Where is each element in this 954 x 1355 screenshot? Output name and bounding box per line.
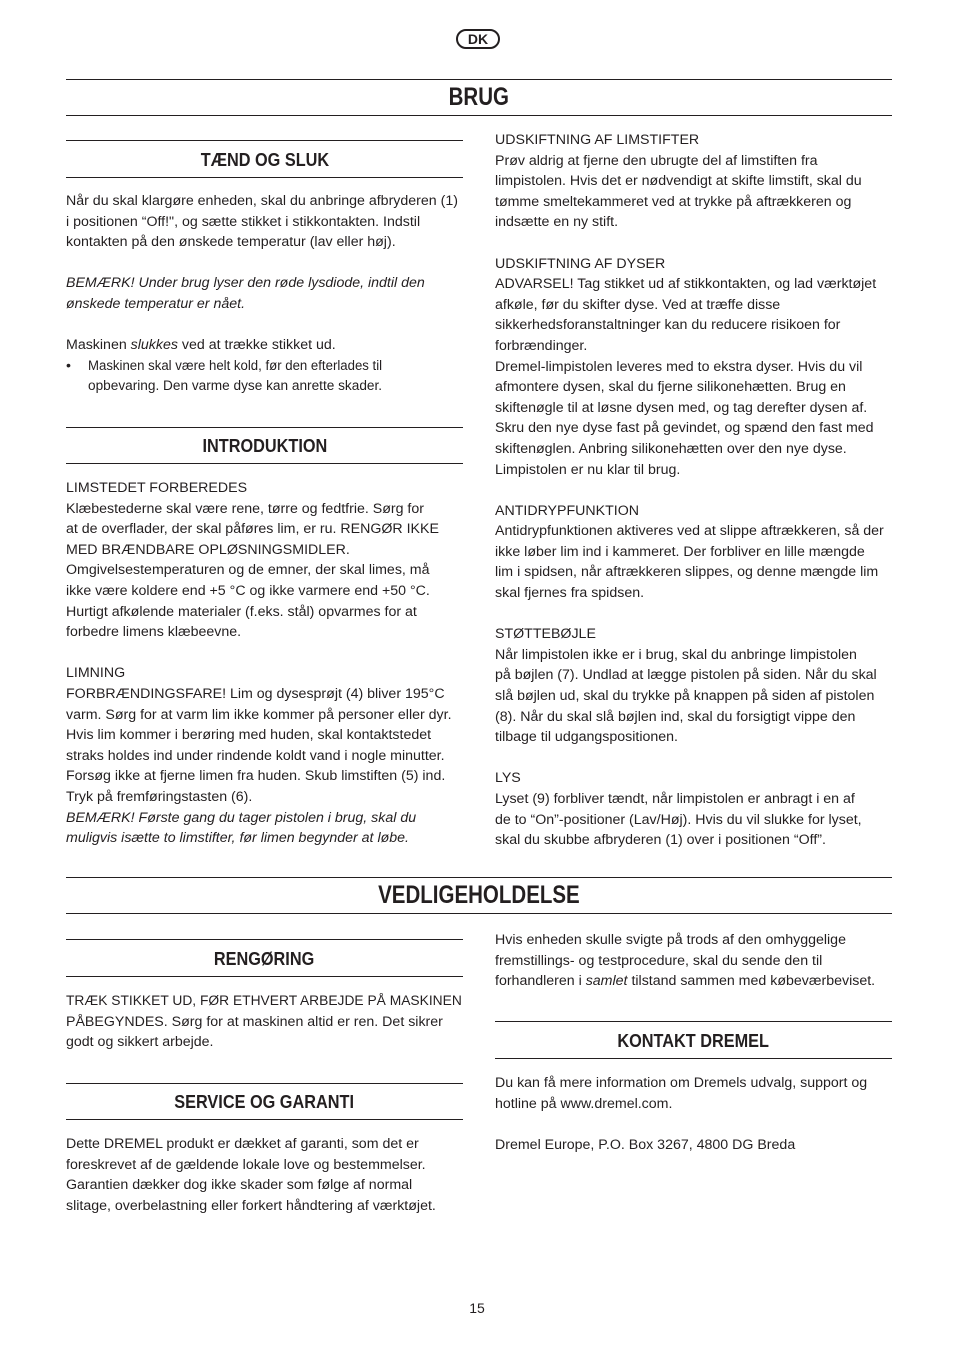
text-line: straks holdes ind under rindende koldt vand i nogle minutter. xyxy=(66,747,445,764)
text-line: hotline på www.dremel.com. xyxy=(495,1095,673,1112)
text-line: forhandleren i samlet tilstand sammen med købeværbeviset. xyxy=(495,973,876,990)
heading-taend-og-sluk: TÆND OG SLUK xyxy=(66,140,463,178)
subheading: STØTTEBØJLE xyxy=(495,626,596,643)
heading-introduktion: INTRODUKTION xyxy=(66,427,463,464)
brug-right-column xyxy=(495,130,895,851)
text-line: tømme smeltekammeret ved at trykke på aftrækkeren og xyxy=(495,193,852,210)
text-line: Når limpistolen ikke er i brug, skal du anbringe limpistolen xyxy=(495,646,857,663)
text-line: lim i spidsen, når aftrækkeren slippes, og denne mængde lim xyxy=(495,564,879,581)
text-line: ikke være koldere end +5 °C og ikke varmere end +50 °C. xyxy=(66,582,430,599)
subheading: UDSKIFTNING AF DYSER xyxy=(495,255,666,272)
vedligeholdelse-right-text xyxy=(495,930,895,992)
note-line: muligvis isætte to limstifter, før limen begynder at løbe. xyxy=(66,830,409,847)
text-line: i positionen “Off!", og sætte stikket i stikkontakten. Indstil xyxy=(66,213,421,230)
text-line: tilbage til udgangspositionen. xyxy=(495,729,678,746)
text-line: Dette DREMEL produkt er dækket af garanti, som det er xyxy=(66,1136,419,1152)
text-line: FORBRÆNDINGSFARE! Lim og dysesprøjt (4) bliver 195°C xyxy=(66,685,445,702)
note-line: BEMÆRK! Under brug lyser den røde lysdiode, indtil den xyxy=(66,275,425,292)
subheading: ANTIDRYPFUNKTION xyxy=(495,502,639,519)
text-line: fremstillings- og testprocedure, skal du sende den til xyxy=(495,952,823,969)
bullet-icon: • xyxy=(66,357,71,374)
introduktion-body xyxy=(66,478,466,849)
text-line: slå bøjlen ud, skal du trykke på knappen på siden af pistolen xyxy=(495,688,875,705)
text-line: forbrændinger. xyxy=(495,337,588,354)
address-line: Dremel Europe, P.O. Box 3267, 4800 DG Breda xyxy=(495,1136,796,1153)
note-line: ønskede temperatur er nået. xyxy=(66,295,246,312)
text-line: afmontere dysen, skal du fjerne silikonehætten. Brug en xyxy=(495,379,846,396)
text-line: PÅBEGYNDES. Sørg for at maskinen altid er ren. Det sikrer xyxy=(66,1013,443,1030)
text-line: foreskrevet af de gældende lokale love og bestemmelser. xyxy=(66,1156,426,1173)
text-line: varm. Sørg for at varm lim ikke kommer på personer eller dyr. xyxy=(66,706,452,723)
text-line: ikke løber lim ind i kammeret. Der forbliver en lille mængde xyxy=(495,543,865,560)
text-line: Tryk på fremføringstasten (6). xyxy=(66,788,253,805)
language-badge: DK xyxy=(456,29,500,49)
bullet-item xyxy=(66,356,466,397)
subheading: LIMSTEDET FORBEREDES xyxy=(66,480,248,496)
rengoring-body xyxy=(66,991,466,1053)
text-line: Maskinen slukkes ved at trække stikket ud. xyxy=(66,337,336,354)
text-line: sikkerhedsforanstaltninger kan du reducere risikoen for xyxy=(495,317,841,334)
taend-og-sluk-body xyxy=(66,191,466,397)
text-line: Garantien dækker dog ikke skader som følge af normal xyxy=(66,1177,413,1194)
text-line: Lyset (9) forbliver tændt, når limpistolen er anbragt i en af xyxy=(495,791,855,807)
subheading: UDSKIFTNING AF LIMSTIFTER xyxy=(495,132,700,148)
text-line: på bøjlen (7). Undlad at lægge pistolen på siden. Når du skal xyxy=(495,667,877,684)
text-line: limpistolen. Hvis det er nødvendigt at skifte limstift, skal du xyxy=(495,173,862,190)
text-line: Når du skal klargøre enheden, skal du anbringe afbryderen (1) xyxy=(66,193,458,209)
page-number: 15 xyxy=(469,1300,485,1316)
text-line: Hurtigt afkølende materialer (f.eks. stål) opvarmes for at xyxy=(66,603,417,620)
text-line: skiftenøglen. Anbring silikonehætten over den nye dyse. xyxy=(495,440,847,457)
text-line: Maskinen skal være helt kold, før den efterlades til xyxy=(88,357,383,374)
text-line: Du kan få mere information om Dremels udvalg, support og xyxy=(495,1075,868,1091)
section-title-brug: BRUG xyxy=(66,79,892,116)
text-line: Hvis lim kommer i berøring med huden, skal kontaktstedet xyxy=(66,727,432,744)
text-line: Klæbestederne skal være rene, tørre og fedtfrie. Sørg for xyxy=(66,500,424,517)
heading-kontakt-dremel: KONTAKT DREMEL xyxy=(495,1021,892,1059)
text-line: indsætte en ny stift. xyxy=(495,214,619,231)
text-line: Omgivelsestemperaturen og de emner, der skal limes, må xyxy=(66,562,430,579)
text-line: slitage, overbelastning eller forkert håndtering af værktøjet. xyxy=(66,1197,436,1214)
text-line: kontakten på den ønskede temperatur (lav eller høj). xyxy=(66,234,396,251)
heading-service-og-garanti: SERVICE OG GARANTI xyxy=(66,1083,463,1120)
text-line: Limpistolen er nu klar til brug. xyxy=(495,461,681,478)
subheading: LIMNING xyxy=(66,665,126,682)
text-line: Antidrypfunktionen aktiveres ved at slippe aftrækkeren, så der xyxy=(495,523,884,540)
kontakt-dremel-body xyxy=(495,1073,895,1155)
text-line: at de overflader, der skal påføres lim, er ru. RENGØR IKKE xyxy=(66,521,439,538)
text-line: skal fjernes fra spidsen. xyxy=(495,585,645,602)
text-line: godt og sikkert arbejde. xyxy=(66,1034,214,1051)
text-line: TRÆK STIKKET UD, FØR ETHVERT ARBEJDE PÅ MASKINEN xyxy=(66,993,462,1009)
text-line: ADVARSEL! Tag stikket ud af stikkontakten, og lad værktøjet xyxy=(495,276,877,293)
text-line: skiftenøgle til at løsne dysen med, og tag derefter dysen af. xyxy=(495,399,868,416)
text-line: forbedre limens klæbeevne. xyxy=(66,624,242,641)
text-line: Skru den nye dyse fast på gevindet, og spænd den fast med xyxy=(495,420,874,437)
service-og-garanti-body xyxy=(66,1134,466,1216)
text-line: Hvis enheden skulle svigte på trods af den omhyggelige xyxy=(495,932,846,948)
text-line: (8). Når du skal slå bøjlen ind, skal du forsigtigt vippe den xyxy=(495,708,856,725)
heading-rengoring: RENGØRING xyxy=(66,939,463,977)
text-line: Forsøg ikke at fjerne limen fra huden. Skub limstiften (5) ind. xyxy=(66,768,446,785)
text-line: Prøv aldrig at fjerne den ubrugte del af limstiften fra xyxy=(495,152,818,169)
text-line: afkøle, før du skifter dyse. Ved at træffe disse xyxy=(495,296,781,313)
text-line: opbevaring. Den varme dyse kan anrette skader. xyxy=(88,378,383,395)
subheading: LYS xyxy=(495,770,521,787)
text-line: MED BRÆNDBARE OPLØSNINGSMIDLER. xyxy=(66,541,350,558)
note-line: BEMÆRK! Første gang du tager pistolen i brug, skal du xyxy=(66,809,417,826)
text-line: de to “On”-positioner (Lav/Høj). Hvis du vil slukke for lyset, xyxy=(495,811,862,828)
text-line: skal du skubbe afbryderen (1) over i positionen “Off”. xyxy=(495,832,826,849)
section-title-vedligeholdelse: VEDLIGEHOLDELSE xyxy=(66,877,892,914)
text-line: Dremel-limpistolen leveres med to ekstra dyser. Hvis du vil xyxy=(495,358,863,375)
